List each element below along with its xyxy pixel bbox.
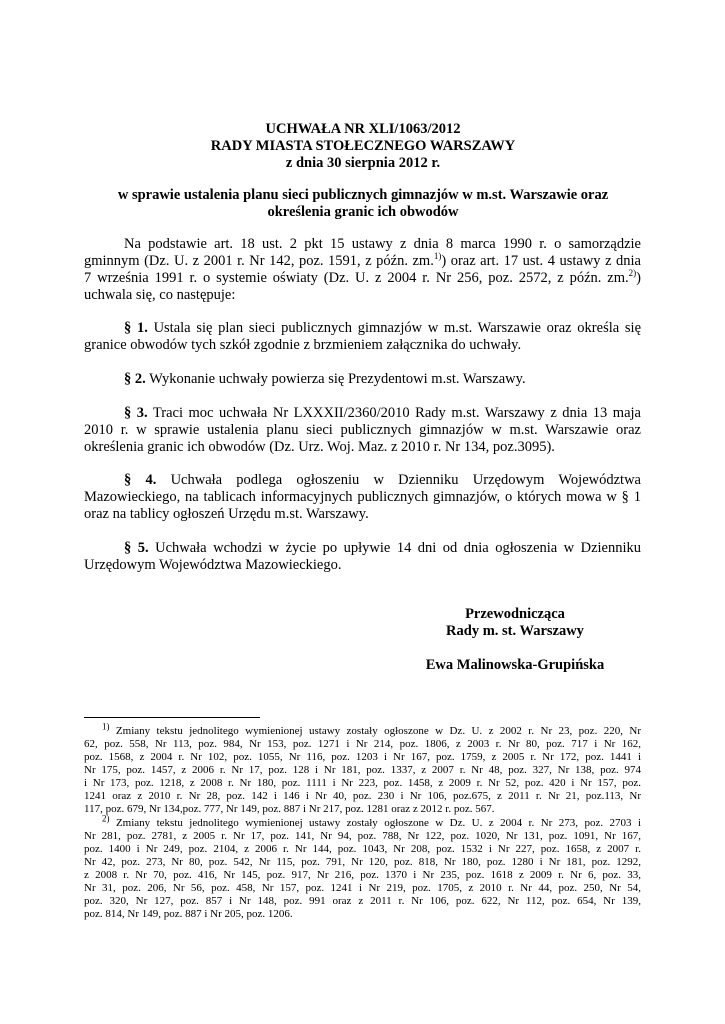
council-name: RADY MIASTA STOŁECZNEGO WARSZAWY [210, 138, 516, 154]
footnote-line: z 2008 r. Nr 70, poz. 416, Nr 145, poz. 917, Nr 216, poz. 1370 i Nr 235, poz. 1618 z 2009 r. Nr 6, poz. 33, [84, 869, 641, 881]
signatory-body: Rady m. st. Warszawy [446, 623, 584, 639]
section-label: § 3. [124, 405, 148, 421]
footnote-line: Nr 42, poz. 273, Nr 80, poz. 542, Nr 115, poz. 791, Nr 120, poz. 818, Nr 180, poz. 1280 i Nr 181, poz. 1292, [84, 856, 641, 868]
subject-line: określenia granic ich obwodów [267, 204, 459, 220]
footnote-line: $^{2)}$ Zmiany tekstu jednolitego wymienionej ustawy zostały ogłoszone w Dz. U. z 2004 r. Nr 273, poz. 2703 i [102, 813, 641, 829]
footnote-line: poz. 1400 i Nr 249, poz. 2104, z 2006 r. Nr 144, poz. 1043, Nr 208, poz. 1532 i Nr 227, poz. 1658, z 2007 r. [84, 843, 641, 855]
section-5 [84, 540, 641, 574]
footnote-line: Nr 281, poz. 2781, z 2005 r. Nr 17, poz. 141, Nr 94, poz. 788, Nr 122, poz. 1020, Nr 131, poz. 1091, Nr 167, [84, 830, 641, 842]
footnote-line: 117, poz. 679, Nr 134,poz. 777, Nr 149, poz. 887 i Nr 217, poz. 1281 oraz z 2012 r. poz. 567. [84, 803, 495, 815]
footnote-1 [84, 721, 641, 816]
footnote-ref: 1) [433, 251, 442, 262]
text-line: Urzędowym Województwa Mazowieckiego. [84, 557, 342, 573]
footnote-ref: 2) [628, 268, 637, 279]
text-line: uchwala się, co następuje: [84, 287, 236, 303]
footnote-mark: 1) [102, 721, 110, 732]
text-line: 2010 r. w sprawie ustalenia planu sieci publicznych gimnazjów w m.st. Warszawie oraz [84, 422, 641, 438]
resolution-number: UCHWAŁA NR XLI/1063/2012 [265, 121, 461, 137]
section-label: § 1. [124, 320, 148, 336]
resolution-date: z dnia 30 sierpnia 2012 r. [285, 155, 441, 171]
preamble [84, 236, 641, 304]
section-4 [84, 472, 641, 523]
text-line: 7 września 1991 r. o systemie oświaty (Dz. U. z 2004 r. Nr 256, poz. 2572, z późn. zm.$^{2)}$) [84, 268, 641, 286]
text-line: § 3. Traci moc uchwała Nr LXXXII/2360/2010 Rady m.st. Warszawy z dnia 13 maja [124, 405, 641, 421]
footnote-mark: 2) [102, 813, 110, 824]
footnote-line: i Nr 173, poz. 1218, z 2008 r. Nr 180, poz. 1111 i Nr 223, poz. 1458, z 2009 r. Nr 52, poz. 420 i Nr 157, poz. [84, 777, 641, 789]
text-line: § 4. Uchwała podlega ogłoszeniu w Dzienniku Urzędowym Województwa [124, 472, 641, 488]
text-line: oraz na tablicy ogłoszeń Urzędu m.st. Warszawy. [84, 506, 369, 522]
section-label: § 5. [124, 540, 149, 556]
text-line: Na podstawie art. 18 ust. 2 pkt 15 ustawy z dnia 8 marca 1990 r. o samorządzie [124, 236, 641, 252]
text-line: gminnym (Dz. U. z 2001 r. Nr 142, poz. 1591, z późn. zm.$^{1)}$) oraz art. 17 ust. 4 ustawy z dnia [84, 251, 641, 269]
text-line: § 5. Uchwała wchodzi w życie po upływie 14 dni od dnia ogłoszenia w Dzienniku [124, 540, 642, 556]
subject-line: w sprawie ustalenia planu sieci publicznych gimnazjów w m.st. Warszawie oraz [117, 187, 609, 203]
signatory-title: Przewodnicząca [465, 606, 565, 622]
section-1 [84, 320, 641, 354]
resolution-subject [83, 187, 643, 221]
footnote-line: Nr 175, poz. 1457, z 2006 r. Nr 17, poz. 128 i Nr 181, poz. 1337, z 2007 r. Nr 48, poz. 327, Nr 138, poz. 974 [84, 764, 641, 776]
section-label: § 2. [124, 371, 146, 387]
signature-block [400, 606, 630, 674]
footnote-line: poz. 1568, z 2004 r. Nr 102, poz. 1055, Nr 116, poz. 1203 i Nr 167, poz. 1759, z 2005 r. Nr 172, poz. 1441 i [84, 751, 641, 763]
footnote-line: 62, poz. 558, Nr 113, poz. 984, Nr 153, poz. 1271 i Nr 214, poz. 1806, z 2003 r. Nr 80, poz. 717 i Nr 162, [84, 738, 641, 750]
footnote-line: $^{1)}$ Zmiany tekstu jednolitego wymienionej ustawy zostały ogłoszone w Dz. U. z 2002 r. Nr 23, poz. 220, Nr [102, 721, 641, 737]
footnote-line: poz. 814, Nr 149, poz. 887 i Nr 205, poz. 1206. [84, 908, 293, 920]
text-line: określenia granic ich obwodów (Dz. Urz. Woj. Maz. z 2010 r. Nr 134, poz.3095). [84, 439, 555, 455]
text-line: § 1. Ustala się plan sieci publicznych gimnazjów w m.st. Warszawie oraz określa się [124, 320, 641, 336]
section-3 [84, 405, 641, 456]
footnote-2 [84, 813, 641, 921]
footnote-line: 1241 oraz z 2010 r. Nr 28, poz. 142 i 146 i Nr 40, poz. 230 i Nr 106, poz.675, z 2011 r. Nr 21, poz.113, Nr [84, 790, 641, 802]
footnote-line: Nr 31, poz. 206, Nr 56, poz. 458, Nr 157, poz. 1241 i Nr 219, poz. 1705, z 2010 r. Nr 44, poz. 250, Nr 54, [84, 882, 641, 894]
text-line: granice obwodów tych szkół zgodnie z brzmieniem załącznika do uchwały. [84, 337, 522, 353]
text-line: § 2. Wykonanie uchwały powierza się Prezydentowi m.st. Warszawy. [124, 371, 526, 387]
footnote-line: poz. 320, Nr 127, poz. 857 i Nr 148, poz. 991 oraz z 2011 r. Nr 106, poz. 622, Nr 112, poz. 654, Nr 139, [84, 895, 641, 907]
text-line: Mazowieckiego, na tablicach informacyjnych publicznych gimnazjów, o których mowa w § 1 [84, 489, 641, 505]
section-2 [84, 371, 641, 388]
signatory-name: Ewa Malinowska-Grupińska [425, 657, 605, 673]
section-label: § 4. [124, 472, 157, 488]
resolution-header [83, 121, 643, 172]
footnote-separator [84, 717, 260, 718]
